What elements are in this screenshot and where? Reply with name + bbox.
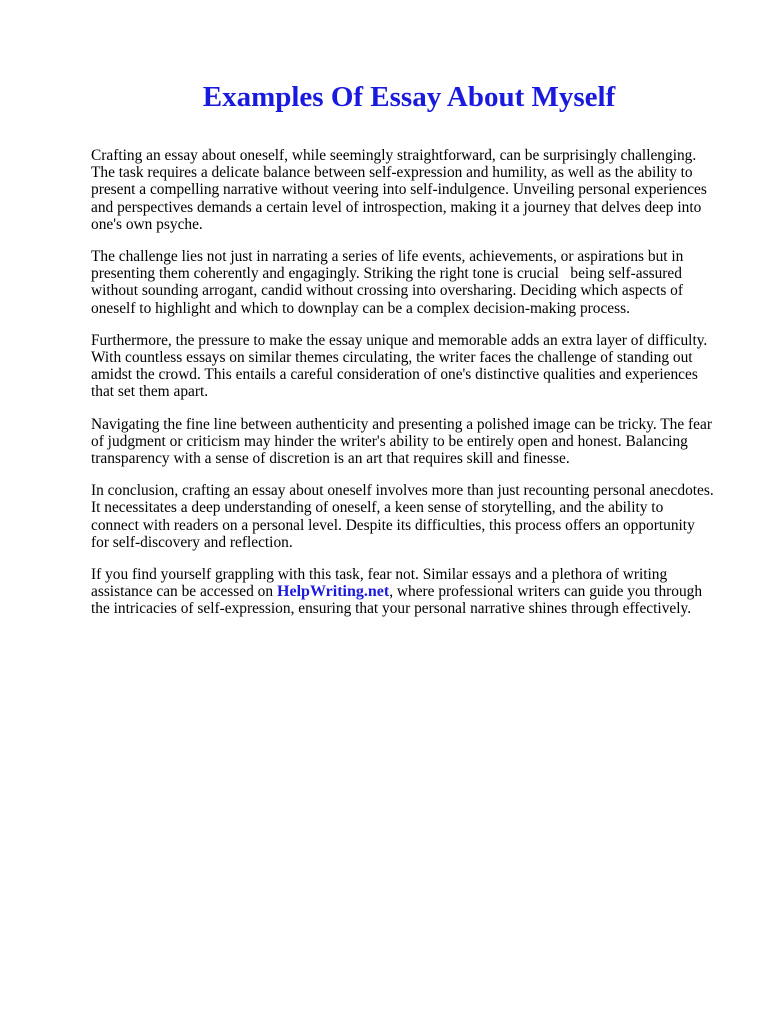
paragraph-line: without sounding arrogant, candid without crossing into oversharing. Deciding which aspects of xyxy=(91,282,683,300)
paragraph-line: With countless essays on similar themes circulating, the writer faces the challenge of standing out xyxy=(91,349,693,367)
paragraph-line: Crafting an essay about oneself, while seemingly straightforward, can be surprisingly challenging. xyxy=(91,147,697,164)
paragraph-line xyxy=(91,583,731,600)
paragraph-line: The task requires a delicate balance between self-expression and humility, as well as the ability to xyxy=(91,164,693,182)
essay-paragraph xyxy=(91,332,731,401)
essay-paragraph xyxy=(91,416,731,468)
paragraph-line: the intricacies of self-expression, ensuring that your personal narrative shines through effectively. xyxy=(91,600,692,618)
paragraph-line: present a compelling narrative without veering into self-indulgence. Unveiling personal experiences xyxy=(91,181,707,199)
paragraph-line: that set them apart. xyxy=(91,383,209,401)
paragraph-line: of judgment or criticism may hinder the writer's ability to be entirely open and honest. Balancing xyxy=(91,432,688,450)
paragraph-line: amidst the crowd. This entails a careful consideration of one's distinctive qualities and experiences xyxy=(91,366,698,384)
paragraph-line: one's own psyche. xyxy=(91,215,203,233)
paragraph-line: presenting them coherently and engagingly. Striking the right tone is crucial being self-assured xyxy=(91,265,682,283)
essay-paragraph xyxy=(91,147,731,233)
paragraph-line: Furthermore, the pressure to make the essay unique and memorable adds an extra layer of difficulty. xyxy=(91,331,708,349)
closing-paragraph xyxy=(91,566,731,618)
paragraph-line: It necessitates a deep understanding of oneself, a keen sense of storytelling, and the ability to xyxy=(91,499,664,517)
paragraph-line: The challenge lies not just in narrating a series of life events, achievements, or aspirations but in xyxy=(91,248,684,266)
paragraph-list xyxy=(91,147,731,551)
helpwriting-link[interactable]: HelpWriting.net xyxy=(277,583,390,601)
essay-paragraph xyxy=(91,482,731,551)
paragraph-line: connect with readers on a personal level. Despite its difficulties, this process offers an opportunity xyxy=(91,516,695,534)
closing-text-before-link: assistance can be accessed on xyxy=(91,583,274,601)
paragraph-line: transparency with a sense of discretion is an art that requires skill and finesse. xyxy=(91,450,570,468)
paragraph-line: Navigating the fine line between authenticity and presenting a polished image can be tricky. The fear xyxy=(91,415,712,433)
paragraph-line: oneself to highlight and which to downplay can be a complex decision-making process. xyxy=(91,299,630,317)
essay-paragraph xyxy=(91,248,731,317)
closing-text-after-link: , where professional writers can guide you through xyxy=(389,583,703,601)
paragraph-line: and perspectives demands a certain level of introspection, making it a journey that delves deep into xyxy=(91,198,702,216)
essay-body xyxy=(91,147,731,633)
page-title: Examples Of Essay About Myself xyxy=(202,81,616,113)
paragraph-line: In conclusion, crafting an essay about oneself involves more than just recounting personal anecdotes. xyxy=(91,482,714,500)
paragraph-line: for self-discovery and reflection. xyxy=(91,533,293,551)
paragraph-line: If you find yourself grappling with this task, fear not. Similar essays and a plethora of writing xyxy=(91,566,668,584)
